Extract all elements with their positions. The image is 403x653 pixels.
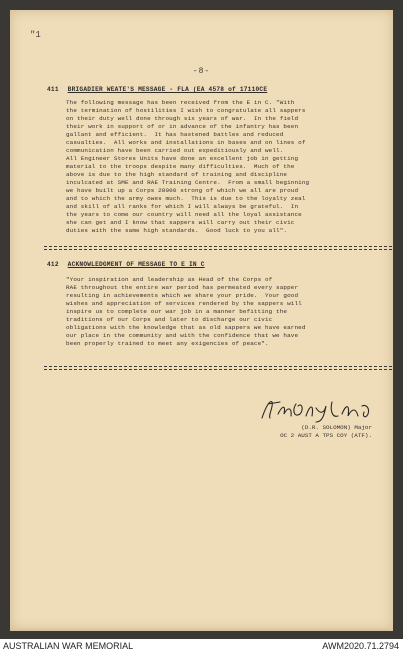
handwritten-signature bbox=[258, 396, 378, 424]
text-line: material to the troops despite many difficulties. Much of the bbox=[66, 163, 295, 170]
section-411-body bbox=[66, 99, 309, 235]
signatory-unit: OC 2 AUST A TPS COY (ATF). bbox=[280, 432, 372, 439]
section-number: 411 bbox=[47, 86, 59, 93]
text-line: our place in the community and with the confidence that we have bbox=[66, 332, 299, 339]
text-line: and skill of all ranks for which I will always be grateful. In bbox=[66, 203, 299, 210]
text-line: the termination of hostilities I wish to congratulate all sappers bbox=[66, 107, 306, 114]
text-line: been properly trained to meet any exigencies of peace". bbox=[66, 340, 269, 347]
signatory-name: (D.R. SOLOMON) Major bbox=[301, 424, 372, 431]
page-edge bbox=[10, 629, 393, 631]
section-412-body bbox=[66, 276, 306, 348]
text-line: gallant and efficient. It has hastened battles and reduced bbox=[66, 131, 284, 138]
text-line: duties with the same high standards. Good luck to you all". bbox=[66, 227, 288, 234]
text-line: obligations with the knowledge that as old sappers we have earned bbox=[66, 324, 306, 331]
footer-source: AUSTRALIAN WAR MEMORIAL bbox=[3, 641, 134, 651]
text-line: above is due to the high standard of training and discipline bbox=[66, 171, 288, 178]
section-divider bbox=[44, 246, 392, 247]
section-title: BRIGADIER WEATE'S MESSAGE - FLA (EA 4578 of 17110CE bbox=[67, 86, 268, 93]
text-line: traditions of our Corps and later to discharge our civic bbox=[66, 316, 273, 323]
corner-mark: "1 bbox=[30, 30, 41, 40]
text-line: on their duty well done through six years of war. In the field bbox=[66, 115, 299, 122]
section-divider bbox=[44, 249, 392, 250]
text-line: "Your inspiration and leadership as Head of the Corps of bbox=[66, 276, 273, 283]
text-line: the years to come our country will need all the loyal assistance bbox=[66, 211, 302, 218]
text-line: The following message has been received from the E in C. "With bbox=[66, 99, 295, 106]
text-line: RAE throughout the entire war period has permeated every sapper bbox=[66, 284, 299, 291]
text-line: inspire us to complete our war job in a manner befitting the bbox=[66, 308, 288, 315]
signature-block bbox=[280, 424, 372, 440]
text-line: inculcated at SME and RAE Training Centre. From a small beginning bbox=[66, 179, 310, 186]
section-411-heading bbox=[47, 86, 267, 93]
section-title: ACKNOWLEDGMENT OF MESSAGE TO E IN C bbox=[67, 261, 205, 268]
text-line: casualties. All works and installations in bases and on lines of bbox=[66, 139, 306, 146]
section-divider bbox=[44, 369, 392, 370]
text-line: wishes and appreciation of services rendered by the sappers will bbox=[66, 300, 302, 307]
section-412-heading bbox=[47, 261, 205, 268]
text-line: resulting in achievements which we share your pride. Your good bbox=[66, 292, 299, 299]
section-divider bbox=[44, 366, 392, 367]
page-number: -8- bbox=[192, 67, 211, 76]
text-line: communication have been carried out expeditiously and well. bbox=[66, 147, 284, 154]
section-number: 412 bbox=[47, 261, 59, 268]
text-line: All Engineer Stores Units have done an excellent job in getting bbox=[66, 155, 299, 162]
text-line: their work in support of or in advance of the infantry has been bbox=[66, 123, 299, 130]
text-line: she can get and I know that sappers will carry out their civic bbox=[66, 219, 295, 226]
text-line: and to which the army owes much. This is due to the loyalty zeal bbox=[66, 195, 306, 202]
footer-accession-number: AWM2020.71.2794 bbox=[322, 641, 399, 651]
text-line: we have built up a Corps 28000 strong of which we all are proud bbox=[66, 187, 299, 194]
